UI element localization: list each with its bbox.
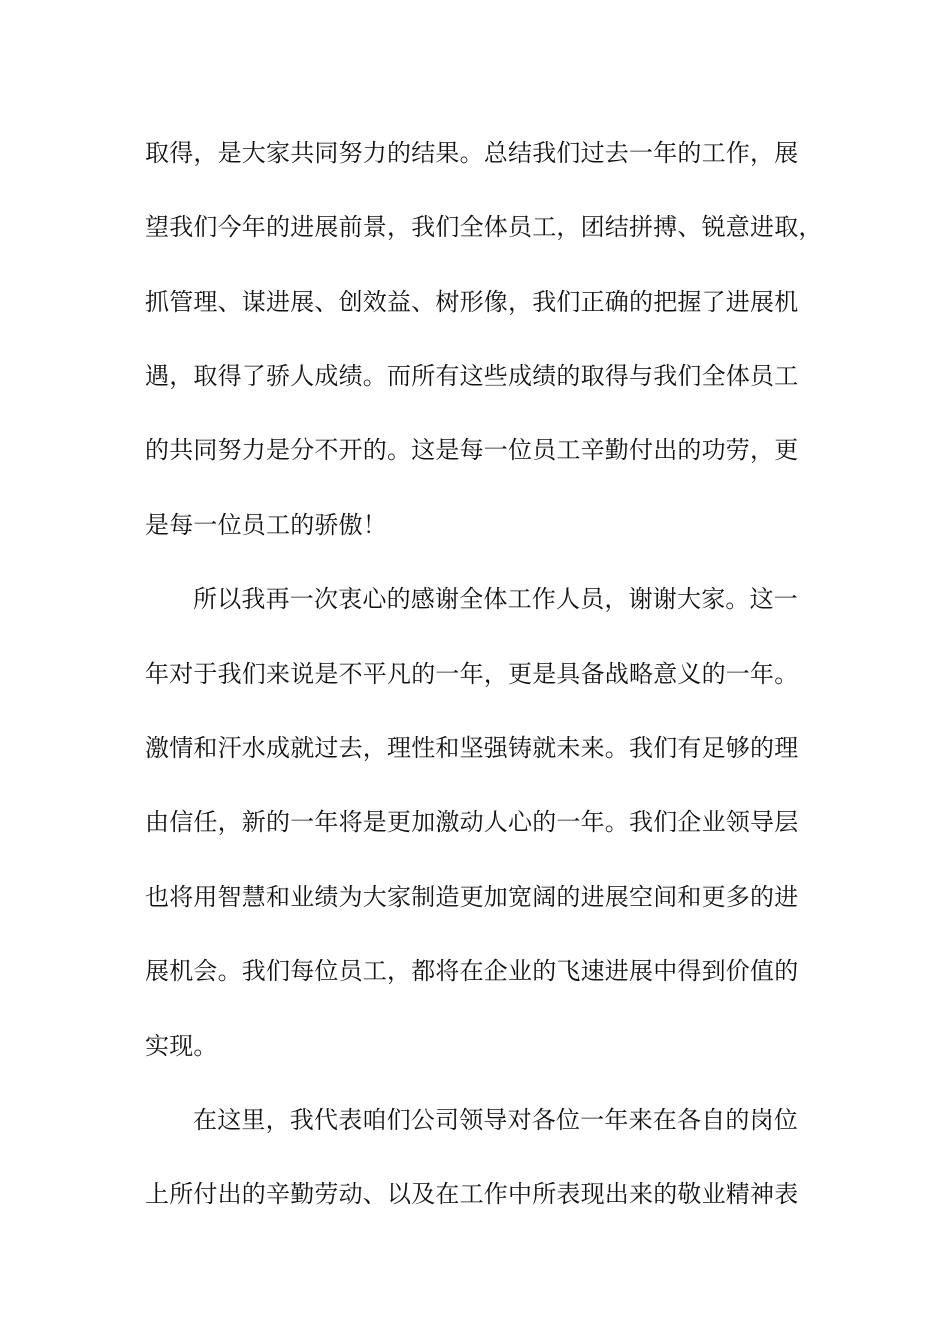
body-line: 望我们今年的进展前景，我们全体员工，团结拼搏、锐意进取， (145, 213, 823, 241)
paragraph-first-line: 在这里，我代表咱们公司领导对各位一年来在各自的岗位 (193, 1106, 798, 1134)
body-line: 上所付出的辛勤劳动、以及在工作中所表现出来的敬业精神表 (145, 1180, 799, 1208)
body-line: 实现。 (145, 1032, 218, 1060)
body-line: 取得，是大家共同努力的结果。总结我们过去一年的工作，展 (145, 139, 799, 167)
body-line: 展机会。我们每位员工，都将在企业的飞速进展中得到价值的 (145, 957, 799, 985)
body-line: 的共同努力是分不开的。这是每一位员工辛勤付出的功劳，更 (145, 436, 799, 464)
body-line: 遇，取得了骄人成绩。而所有这些成绩的取得与我们全体员工 (145, 362, 799, 390)
body-line: 由信任，新的一年将是更加激动人心的一年。我们企业领导层 (145, 808, 799, 836)
body-line: 是每一位员工的骄傲！ (145, 511, 387, 539)
body-line: 也将用智慧和业绩为大家制造更加宽阔的进展空间和更多的进 (145, 883, 799, 911)
body-line: 年对于我们来说是不平凡的一年，更是具备战略意义的一年。 (145, 660, 799, 688)
body-line: 抓管理、谋进展、创效益、树形像，我们正确的把握了进展机 (145, 288, 799, 316)
body-line: 激情和汗水成就过去，理性和坚强铸就未来。我们有足够的理 (145, 734, 799, 762)
paragraph-first-line: 所以我再一次衷心的感谢全体工作人员，谢谢大家。这一 (193, 585, 798, 613)
